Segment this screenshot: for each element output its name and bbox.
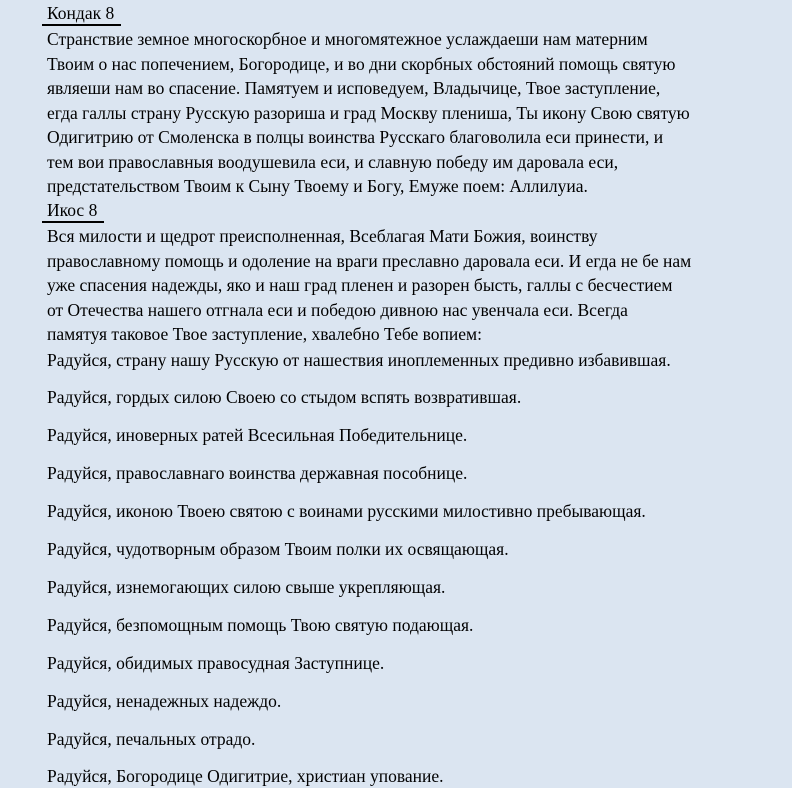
ikos-line: памятуя таковое Твое заступление, хвалебно Тебе вопием: <box>47 324 482 344</box>
praise-line: Радуйся, чудотворным образом Твоим полки их освящающая. <box>47 539 509 559</box>
praise-line: Радуйся, ненадежных надеждо. <box>47 691 282 711</box>
praise-line: Радуйся, иконою Твоею святою с воинами русскими милостивно пребывающая. <box>47 501 646 521</box>
kondak-line: Одигитрию от Смоленска в полцы воинства Русскаго благоволила еси принести, и <box>47 127 664 147</box>
kondak-heading: Кондак 8 <box>47 3 115 23</box>
kondak-text <box>47 27 787 199</box>
praise-line: Радуйся, изнемогающих силою свыше укрепляющая. <box>47 577 446 597</box>
kondak-line: предстательством Твоим к Сыну Твоему и Богу, Емуже поем: Аллилуиа. <box>47 176 588 196</box>
ikos-heading: Икос 8 <box>47 200 98 220</box>
ikos-text <box>47 224 787 347</box>
praise-line: Радуйся, страну нашу Русскую от нашествия иноплеменных предивно избавившая. <box>47 350 671 370</box>
praise-line: Радуйся, обидимых правосудная Заступнице. <box>47 653 385 673</box>
ikos-line: православному помощь и одоление на враги преславно даровала еси. И егда не бе нам <box>47 250 692 271</box>
praise-line: Радуйся, иноверных ратей Всесильная Победительнице. <box>47 425 468 445</box>
ikos-heading-underline <box>42 221 104 223</box>
kondak-line: Твоим о нас попечением, Богородице, и во дни скорбных обстояний помощь святую <box>47 53 676 74</box>
ikos-line: от Отечества нашего отгнала еси и победою дивною нас увенчала еси. Всегда <box>47 299 628 320</box>
praise-line: Радуйся, Богородице Одигитрие, христиан упование. <box>47 766 444 786</box>
praise-line: Радуйся, печальных отрадо. <box>47 729 256 749</box>
kondak-line: тем вои православныя воодушевила еси, и славную победу им даровала еси, <box>47 151 619 172</box>
kondak-line: Странствие земное многоскорбное и многомятежное услаждаеши нам матерним <box>47 29 648 49</box>
praise-line: Радуйся, православнаго воинства державная пособнице. <box>47 463 468 483</box>
ikos-line: уже спасения надежды, яко и наш град пленен и разорен бысть, галлы с бесчестием <box>47 275 673 295</box>
praise-line: Радуйся, безпомощным помощь Твою святую подающая. <box>47 615 474 635</box>
kondak-line: являеши нам во спасение. Памятуем и исповедуем, Владычице, Твое заступление, <box>47 78 661 98</box>
praise-line: Радуйся, гордых силою Своею со стыдом вспять возвратившая. <box>47 387 522 407</box>
ikos-line: Вся милости и щедрот преисполненная, Всеблагая Мати Божия, воинству <box>47 226 598 246</box>
kondak-heading-underline <box>42 24 121 26</box>
kondak-line: егда галлы страну Русскую разориша и град Москву плениша, Ты икону Свою святую <box>47 102 690 123</box>
